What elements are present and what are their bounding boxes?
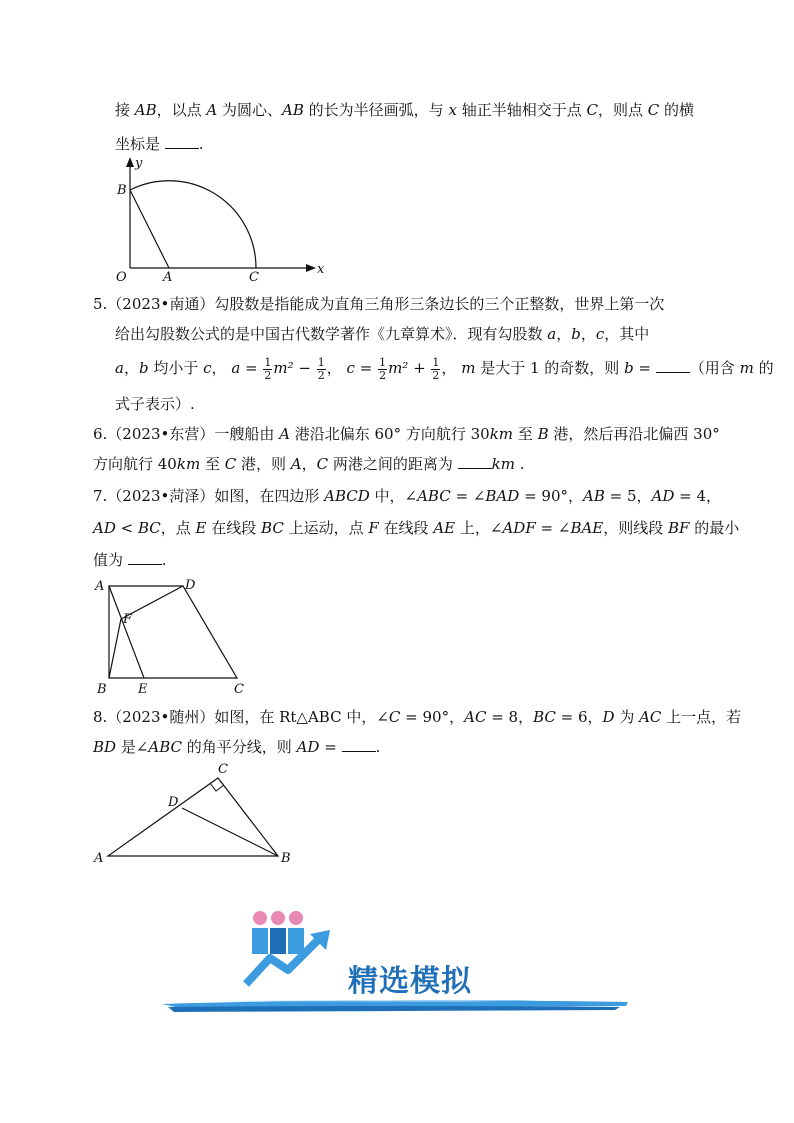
q7-line2: AD < BC，点 E 在线段 BC 上运动，点 F 在线段 AE 上，∠ADF = ∠BAE，则线段 BF 的最小 — [93, 519, 740, 537]
q6-line2: 方向航行 40km 至 C 港，则 A，C 两港之间的距离为 km . — [93, 455, 525, 473]
label-B: B — [117, 183, 127, 198]
brush-divider — [160, 998, 630, 1016]
q8-line2: BD 是∠ABC 的角平分线，则 AD = . — [93, 738, 381, 756]
label-E: E — [138, 682, 148, 697]
answer-blank[interactable] — [342, 737, 376, 752]
label-F: F — [123, 612, 133, 627]
label-A: A — [94, 851, 104, 866]
label-y: y — [135, 156, 143, 171]
section-title: 精选模拟 — [348, 964, 472, 999]
people-growth-icon — [240, 908, 335, 990]
q5-line1: 5.（2023•南通）勾股数是指能成为直角三角形三条边长的三个正整数，世界上第一次 — [93, 295, 665, 313]
q5-line2: 给出勾股数公式的是中国古代数学著作《九章算术》．现有勾股数 a，b，c，其中 — [115, 325, 650, 343]
q7-figure — [90, 575, 260, 700]
q4-figure — [110, 155, 330, 285]
answer-blank[interactable] — [458, 454, 492, 469]
label-A: A — [95, 579, 105, 594]
answer-blank[interactable] — [656, 358, 690, 373]
label-B: B — [281, 851, 291, 866]
q7-line3: 值为 . — [93, 551, 167, 569]
label-D: D — [185, 578, 196, 593]
answer-blank[interactable] — [128, 550, 162, 565]
label-B: B — [97, 682, 107, 697]
label-C: C — [249, 270, 259, 285]
answer-blank[interactable] — [165, 134, 199, 149]
q8-line1: 8.（2023•随州）如图，在 Rt△ABC 中，∠C = 90°，AC = 8，BC = 6，D 为 AC 上一点，若 — [93, 708, 742, 726]
label-O: O — [116, 270, 127, 285]
label-D: D — [168, 795, 179, 810]
q4-line2: 坐标是 . — [115, 135, 204, 153]
label-A: A — [163, 270, 173, 285]
q6-line1: 6.（2023•东营）一艘船由 A 港沿北偏东 60° 方向航行 30km 至 B 港，然后再沿北偏西 30° — [93, 425, 720, 443]
label-x: x — [317, 262, 325, 277]
q5-line3: a，b 均小于 c， a = $\frac{1}{2}$ m² − $\frac{1}{2}$ ， c = $\frac{1}{2}$ m² + $\frac{1}{2}$ ， m 是大于 1 的奇数，则 b = （用含 m 的 — [115, 355, 774, 382]
label-C: C — [218, 762, 228, 777]
q8-figure — [90, 758, 305, 868]
q5-line4: 式子表示）. — [115, 395, 195, 413]
label-C: C — [234, 682, 244, 697]
q7-line1: 7.（2023•菏泽）如图，在四边形 ABCD 中，∠ABC = ∠BAD = 90°，AB = 5，AD = 4， — [93, 487, 722, 505]
q4-line1: 接 AB，以点 A 为圆心、AB 的长为半径画弧，与 x 轴正半轴相交于点 C，则点 C 的横 — [115, 101, 694, 119]
